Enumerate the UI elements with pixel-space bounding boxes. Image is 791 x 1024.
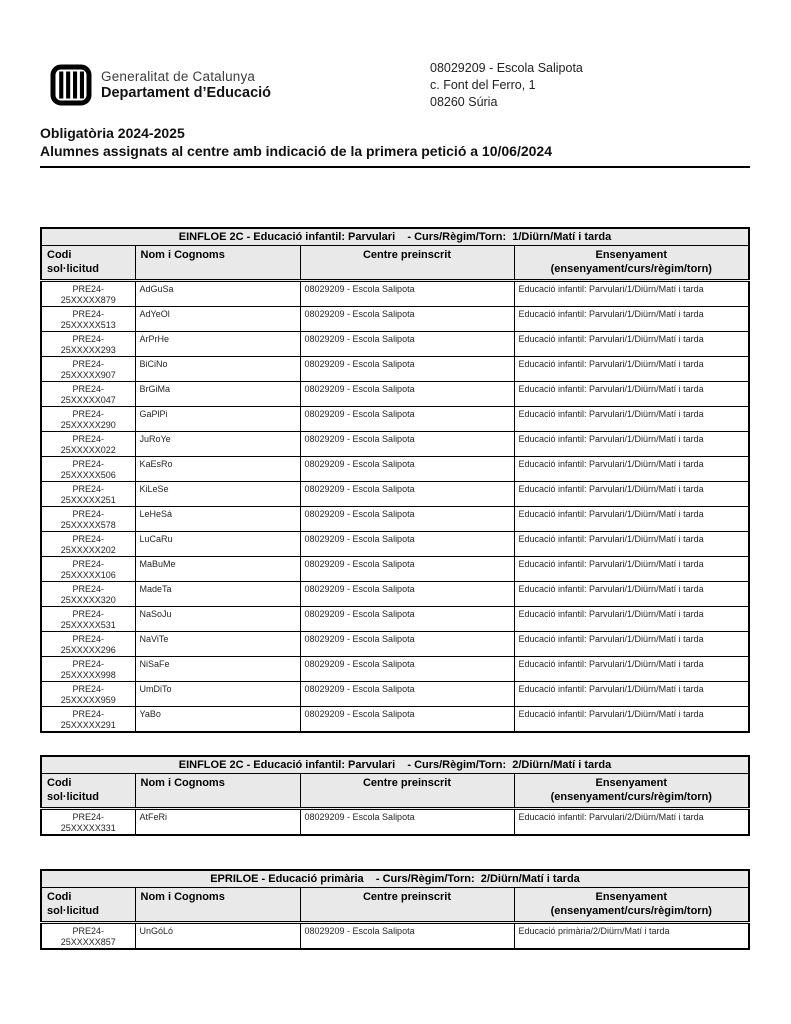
table-body	[41, 809, 749, 836]
column-header-ensenyament	[514, 774, 749, 809]
student-row	[41, 532, 749, 557]
assignment-table-einfloe-1	[40, 227, 748, 733]
codi-sollicitud-cell: PRE24- 25XXXXX251	[41, 482, 135, 507]
brand-line-2: Departament d’Educació	[101, 85, 272, 101]
centre-preinscrit-cell: 08029209 - Escola Salipota	[300, 682, 514, 707]
student-row	[41, 682, 749, 707]
nom-cognoms-cell: LuCaRu	[135, 532, 300, 557]
nom-cognoms-cell: AdYeOl	[135, 307, 300, 332]
ensenyament-cell: Educació infantil: Parvulari/1/Diürn/Matí i tarda	[514, 557, 749, 582]
codi-header-line1: Codi	[47, 891, 72, 903]
heading-line-2: Alumnes assignats al centre amb indicació de la primera petició a 10/06/2024	[40, 143, 553, 159]
codi-sollicitud-cell: PRE24- 25XXXXX998	[41, 657, 135, 682]
codi-header-line2: sol·licitud	[47, 905, 99, 917]
ensenyament-cell: Educació infantil: Parvulari/1/Diürn/Matí i tarda	[514, 281, 749, 307]
column-header-centre: Centre preinscrit	[300, 246, 514, 281]
codi-sollicitud-cell: PRE24- 25XXXXX047	[41, 382, 135, 407]
nom-cognoms-cell: GaPlPi	[135, 407, 300, 432]
codi-sollicitud-cell: PRE24- 25XXXXX506	[41, 457, 135, 482]
student-row	[41, 582, 749, 607]
column-header-codi	[41, 246, 135, 281]
centre-preinscrit-cell: 08029209 - Escola Salipota	[300, 532, 514, 557]
codi-sollicitud-cell: PRE24- 25XXXXX879	[41, 281, 135, 307]
nom-cognoms-cell: BiCiNo	[135, 357, 300, 382]
student-row	[41, 457, 749, 482]
table-body	[41, 281, 749, 733]
student-row	[41, 632, 749, 657]
table-body	[41, 923, 749, 950]
table-title: EINFLOE 2C - Educació infantil: Parvulari - Curs/Règim/Torn: 1/Diürn/Matí i tarda	[41, 228, 749, 246]
assignment-table-epr110e	[40, 869, 748, 950]
nom-cognoms-cell: BrGiMa	[135, 382, 300, 407]
nom-cognoms-cell: AdGuSa	[135, 281, 300, 307]
brand-header	[50, 64, 271, 106]
document-heading	[40, 124, 750, 168]
student-row	[41, 607, 749, 632]
column-header-centre: Centre preinscrit	[300, 888, 514, 923]
centre-preinscrit-cell: 08029209 - Escola Salipota	[300, 357, 514, 382]
codi-sollicitud-cell: PRE24- 25XXXXX320	[41, 582, 135, 607]
student-row	[41, 382, 749, 407]
codi-sollicitud-cell: PRE24- 25XXXXX857	[41, 923, 135, 950]
centre-preinscrit-cell: 08029209 - Escola Salipota	[300, 457, 514, 482]
table-title: EPRILOE - Educació primària - Curs/Règim/Torn: 2/Diürn/Matí i tarda	[41, 870, 749, 888]
codi-sollicitud-cell: PRE24- 25XXXXX022	[41, 432, 135, 457]
codi-sollicitud-cell: PRE24- 25XXXXX578	[41, 507, 135, 532]
brand-line-1: Generalitat de Catalunya	[101, 69, 256, 84]
codi-sollicitud-cell: PRE24- 25XXXXX106	[41, 557, 135, 582]
ens-header-line1: Ensenyament	[595, 777, 668, 789]
centre-preinscrit-cell: 08029209 - Escola Salipota	[300, 307, 514, 332]
ens-header-line2: (ensenyament/curs/règim/torn)	[550, 791, 712, 803]
nom-cognoms-cell: KiLeSe	[135, 482, 300, 507]
column-header-codi	[41, 888, 135, 923]
nom-cognoms-cell: MadeTa	[135, 582, 300, 607]
centre-preinscrit-cell: 08029209 - Escola Salipota	[300, 557, 514, 582]
student-row	[41, 507, 749, 532]
student-row	[41, 307, 749, 332]
codi-sollicitud-cell: PRE24- 25XXXXX291	[41, 707, 135, 733]
column-header-centre: Centre preinscrit	[300, 774, 514, 809]
ensenyament-cell: Educació infantil: Parvulari/1/Diürn/Matí i tarda	[514, 357, 749, 382]
student-row	[41, 809, 749, 836]
codi-sollicitud-cell: PRE24- 25XXXXX290	[41, 407, 135, 432]
codi-sollicitud-cell: PRE24- 25XXXXX907	[41, 357, 135, 382]
column-header-ensenyament	[514, 888, 749, 923]
nom-cognoms-cell: MaBuMe	[135, 557, 300, 582]
school-address-block	[430, 60, 583, 111]
generalitat-senyera-shield-icon	[50, 64, 92, 106]
codi-sollicitud-cell: PRE24- 25XXXXX513	[41, 307, 135, 332]
assignment-table-einfloe-2	[40, 755, 748, 836]
brand-text	[101, 68, 271, 102]
table-title-row	[41, 756, 749, 774]
nom-cognoms-cell: AtFeRi	[135, 809, 300, 836]
student-row	[41, 482, 749, 507]
nom-cognoms-cell: ArPrHe	[135, 332, 300, 357]
student-row	[41, 281, 749, 307]
centre-preinscrit-cell: 08029209 - Escola Salipota	[300, 507, 514, 532]
school-street: c. Font del Ferro, 1	[430, 78, 536, 92]
column-header-nom: Nom i Cognoms	[135, 774, 300, 809]
nom-cognoms-cell: YaBo	[135, 707, 300, 733]
centre-preinscrit-cell: 08029209 - Escola Salipota	[300, 657, 514, 682]
column-header-ensenyament	[514, 246, 749, 281]
nom-cognoms-cell: NaSoJu	[135, 607, 300, 632]
centre-preinscrit-cell: 08029209 - Escola Salipota	[300, 281, 514, 307]
student-row	[41, 923, 749, 950]
table-header-row	[41, 246, 749, 281]
ens-header-line1: Ensenyament	[595, 249, 668, 261]
student-row	[41, 357, 749, 382]
nom-cognoms-cell: UmDiTo	[135, 682, 300, 707]
ensenyament-cell: Educació infantil: Parvulari/1/Diürn/Matí i tarda	[514, 532, 749, 557]
ensenyament-cell: Educació infantil: Parvulari/1/Diürn/Matí i tarda	[514, 707, 749, 733]
centre-preinscrit-cell: 08029209 - Escola Salipota	[300, 382, 514, 407]
nom-cognoms-cell: KaEsRo	[135, 457, 300, 482]
ensenyament-cell: Educació infantil: Parvulari/1/Diürn/Matí i tarda	[514, 657, 749, 682]
nom-cognoms-cell: NiSaFe	[135, 657, 300, 682]
heading-line-1: Obligatòria 2024-2025	[40, 125, 185, 141]
codi-header-line2: sol·licitud	[47, 791, 99, 803]
student-row	[41, 432, 749, 457]
ensenyament-cell: Educació infantil: Parvulari/1/Diürn/Matí i tarda	[514, 307, 749, 332]
student-row	[41, 657, 749, 682]
centre-preinscrit-cell: 08029209 - Escola Salipota	[300, 632, 514, 657]
table-header-row	[41, 888, 749, 923]
ensenyament-cell: Educació infantil: Parvulari/1/Diürn/Matí i tarda	[514, 407, 749, 432]
ens-header-line1: Ensenyament	[595, 891, 668, 903]
ensenyament-cell: Educació infantil: Parvulari/1/Diürn/Matí i tarda	[514, 382, 749, 407]
nom-cognoms-cell: NaViTe	[135, 632, 300, 657]
ens-header-line2: (ensenyament/curs/règim/torn)	[550, 905, 712, 917]
centre-preinscrit-cell: 08029209 - Escola Salipota	[300, 332, 514, 357]
nom-cognoms-cell: JuRoYe	[135, 432, 300, 457]
centre-preinscrit-cell: 08029209 - Escola Salipota	[300, 809, 514, 836]
codi-sollicitud-cell: PRE24- 25XXXXX331	[41, 809, 135, 836]
centre-preinscrit-cell: 08029209 - Escola Salipota	[300, 482, 514, 507]
ens-header-line2: (ensenyament/curs/règim/torn)	[550, 263, 712, 275]
school-city: 08260 Súria	[430, 95, 498, 109]
codi-sollicitud-cell: PRE24- 25XXXXX531	[41, 607, 135, 632]
table-title-row	[41, 228, 749, 246]
codi-sollicitud-cell: PRE24- 25XXXXX202	[41, 532, 135, 557]
table-title-row	[41, 870, 749, 888]
column-header-nom: Nom i Cognoms	[135, 888, 300, 923]
ensenyament-cell: Educació infantil: Parvulari/1/Diürn/Matí i tarda	[514, 632, 749, 657]
centre-preinscrit-cell: 08029209 - Escola Salipota	[300, 707, 514, 733]
ensenyament-cell: Educació infantil: Parvulari/2/Diürn/Matí i tarda	[514, 809, 749, 836]
ensenyament-cell: Educació infantil: Parvulari/1/Diürn/Matí i tarda	[514, 432, 749, 457]
student-row	[41, 557, 749, 582]
column-header-codi	[41, 774, 135, 809]
student-row	[41, 332, 749, 357]
nom-cognoms-cell: UnGóLó	[135, 923, 300, 950]
centre-preinscrit-cell: 08029209 - Escola Salipota	[300, 923, 514, 950]
school-code-name: 08029209 - Escola Salipota	[430, 61, 583, 75]
centre-preinscrit-cell: 08029209 - Escola Salipota	[300, 607, 514, 632]
codi-header-line2: sol·licitud	[47, 263, 99, 275]
codi-sollicitud-cell: PRE24- 25XXXXX959	[41, 682, 135, 707]
ensenyament-cell: Educació infantil: Parvulari/1/Diürn/Matí i tarda	[514, 582, 749, 607]
centre-preinscrit-cell: 08029209 - Escola Salipota	[300, 582, 514, 607]
student-row	[41, 407, 749, 432]
table-header-row	[41, 774, 749, 809]
ensenyament-cell: Educació infantil: Parvulari/1/Diürn/Matí i tarda	[514, 607, 749, 632]
codi-sollicitud-cell: PRE24- 25XXXXX296	[41, 632, 135, 657]
student-row	[41, 707, 749, 733]
centre-preinscrit-cell: 08029209 - Escola Salipota	[300, 407, 514, 432]
codi-header-line1: Codi	[47, 249, 72, 261]
nom-cognoms-cell: LeHeSá	[135, 507, 300, 532]
ensenyament-cell: Educació infantil: Parvulari/1/Diürn/Matí i tarda	[514, 507, 749, 532]
table-title: EINFLOE 2C - Educació infantil: Parvulari - Curs/Règim/Torn: 2/Diürn/Matí i tarda	[41, 756, 749, 774]
ensenyament-cell: Educació infantil: Parvulari/1/Diürn/Matí i tarda	[514, 482, 749, 507]
ensenyament-cell: Educació infantil: Parvulari/1/Diürn/Matí i tarda	[514, 457, 749, 482]
column-header-nom: Nom i Cognoms	[135, 246, 300, 281]
ensenyament-cell: Educació infantil: Parvulari/1/Diürn/Matí i tarda	[514, 332, 749, 357]
codi-header-line1: Codi	[47, 777, 72, 789]
codi-sollicitud-cell: PRE24- 25XXXXX293	[41, 332, 135, 357]
centre-preinscrit-cell: 08029209 - Escola Salipota	[300, 432, 514, 457]
ensenyament-cell: Educació primària/2/Diürn/Matí i tarda	[514, 923, 749, 950]
ensenyament-cell: Educació infantil: Parvulari/1/Diürn/Matí i tarda	[514, 682, 749, 707]
